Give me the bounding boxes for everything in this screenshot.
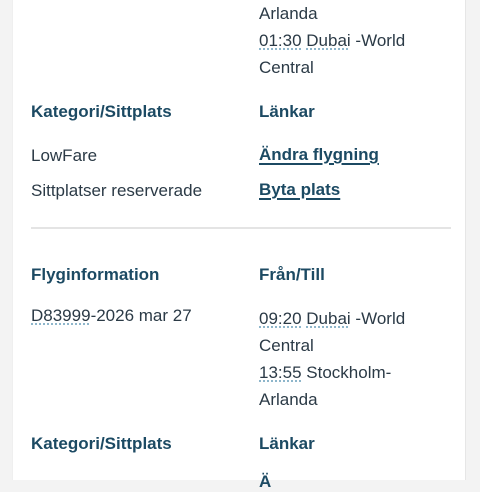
- segment1-seat-status: Sittplatser reserverade: [31, 181, 203, 200]
- segment1-departure-line: [259, 27, 459, 54]
- segment1-departure-place: Dubai: [306, 31, 351, 50]
- flight-number: D83999: [31, 306, 91, 325]
- segment2-departure-place: Dubai: [306, 309, 351, 328]
- segment-divider: [31, 227, 451, 229]
- segment1-fare: LowFare: [31, 146, 98, 165]
- segment2-arrival-place-line2: Arlanda: [259, 390, 318, 409]
- segment2-arrival-place: Stockholm-: [306, 363, 392, 382]
- segment2-departure-place-line2: Central: [259, 336, 314, 355]
- segment1-departure-place-line2: Central: [259, 58, 314, 77]
- segment1-category-header: Kategori/Sittplats: [31, 102, 172, 121]
- segment2-departure-line: [259, 305, 459, 332]
- segment1-links-header: Länkar: [259, 102, 315, 121]
- segment2-arrival-line: [259, 359, 459, 386]
- change-seat-link[interactable]: Byta plats: [259, 180, 341, 199]
- segment2-category-header: Kategori/Sittplats: [31, 434, 172, 453]
- segment1-arrival-place: Arlanda: [259, 4, 318, 23]
- segment2-links-header: Länkar: [259, 434, 315, 453]
- segment2-arrival-time: 13:55: [259, 363, 302, 382]
- segment2-change-flight-link-partial[interactable]: Ä: [259, 472, 272, 491]
- segment1-route: [259, 0, 459, 81]
- change-flight-link[interactable]: Ändra flygning: [259, 145, 379, 164]
- flight-date: -2026 mar 27: [90, 306, 192, 325]
- segment2-route: [259, 305, 459, 413]
- flight-info-header: Flyginformation: [31, 265, 160, 284]
- segment1-departure-rest: -World: [350, 31, 406, 50]
- segment1-departure-time: 01:30: [259, 31, 302, 50]
- segment2-departure-rest: -World: [350, 309, 406, 328]
- booking-details-card: [12, 0, 466, 491]
- from-to-header: Från/Till: [259, 265, 325, 284]
- flight-number-date: [31, 302, 251, 329]
- segment2-departure-time: 09:20: [259, 309, 302, 328]
